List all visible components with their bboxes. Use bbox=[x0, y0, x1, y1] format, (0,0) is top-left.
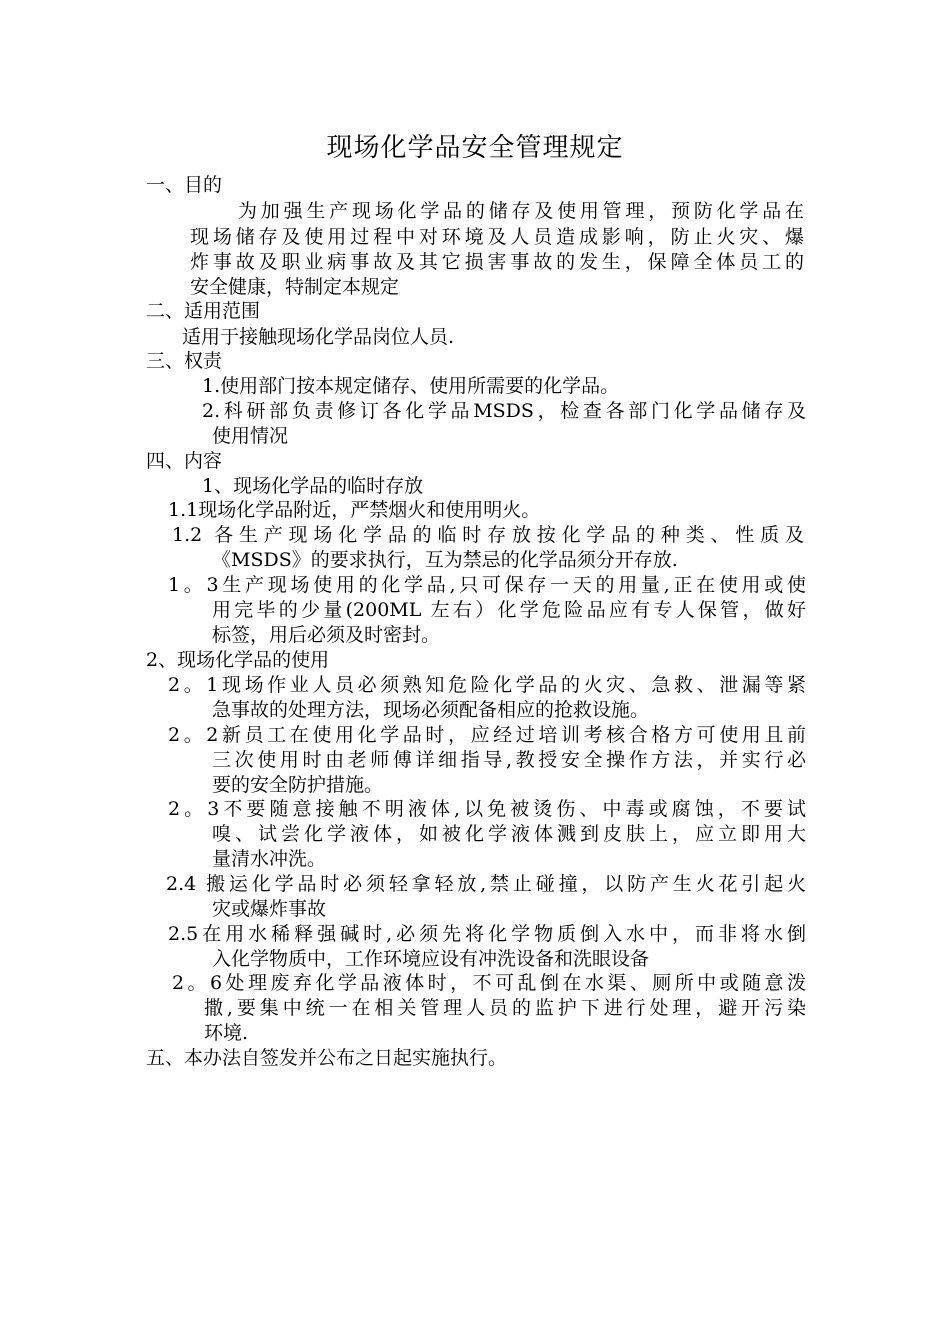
item-2-4-line-2: 灾或爆炸事故 bbox=[212, 898, 327, 920]
section-heading-purpose: 一、目的 bbox=[146, 174, 223, 196]
scope-line: 适用于接触现场化学品岗位人员. bbox=[182, 326, 455, 348]
item-2-6-line-2: 撒,要集中统一在相关管理人员的监护下进行处理，避开污染 bbox=[204, 997, 806, 1019]
item-2-5-line-1: 2.5在用水稀释强碱时,必须先将化学物质倒入水中，而非将水倒 bbox=[168, 923, 806, 945]
item-2-2-line-2: 三次使用时由老师傅详细指导,教授安全操作方法，并实行必 bbox=[212, 749, 806, 771]
item-1-1: 1.1现场化学品附近，严禁烟火和使用明火。 bbox=[168, 499, 541, 521]
responsibility-item-2-line-2: 使用情况 bbox=[212, 425, 289, 447]
subsection-heading-storage: 1、现场化学品的临时存放 bbox=[202, 475, 424, 497]
responsibility-item-2-line-1: 2.科研部负责修订各化学品MSDS，检查各部门化学品储存及 bbox=[202, 400, 806, 422]
item-2-6-line-3: 环境. bbox=[204, 1022, 249, 1044]
item-2-2-line-1: 2。2新员工在使用化学品时，应经过培训考核合格方可使用且前 bbox=[168, 724, 806, 746]
item-1-2-line-2: 《MSDS》的要求执行，互为禁忌的化学品须分开存放. bbox=[212, 549, 678, 571]
purpose-line-1: 为加强生产现场化学品的储存及使用管理，预防化学品在 bbox=[238, 200, 804, 222]
section-heading-scope: 二、适用范围 bbox=[146, 300, 261, 322]
responsibility-item-1: 1.使用部门按本规定储存、使用所需要的化学品。 bbox=[202, 375, 620, 397]
section-effective-date: 五、本办法自签发并公布之日起实施执行。 bbox=[146, 1047, 508, 1069]
subsection-heading-usage: 2、现场化学品的使用 bbox=[146, 649, 330, 671]
document-title: 现场化学品安全管理规定 bbox=[326, 133, 624, 163]
item-1-3-line-1: 1。3生产现场使用的化学品,只可保存一天的用量,正在使用或使 bbox=[168, 574, 806, 596]
item-2-5-line-2: 入化学物质中，工作环境应设有冲洗设备和洗眼设备 bbox=[212, 948, 650, 970]
item-1-3-line-2: 用完毕的少量(200ML 左右）化学危险品应有专人保管，做好 bbox=[212, 599, 806, 621]
item-1-2-line-1: 1.2 各生产现场化学品的临时存放按化学品的种类、性质及 bbox=[172, 524, 804, 546]
purpose-line-3: 炸事故及职业病事故及其它损害事故的发生，保障全体员工的 bbox=[190, 251, 804, 273]
item-2-6-line-1: 2。6处理废弃化学品液体时，不可乱倒在水渠、厕所中或随意泼 bbox=[172, 972, 806, 994]
purpose-line-4: 安全健康，特制定本规定 bbox=[190, 276, 400, 298]
section-heading-responsibility: 三、权责 bbox=[146, 350, 223, 372]
item-2-3-line-2: 嗅、试尝化学液体，如被化学液体溅到皮肤上，应立即用大 bbox=[212, 823, 806, 845]
item-2-1-line-1: 2。1现场作业人员必须熟知危险化学品的火灾、急救、泄漏等紧 bbox=[168, 674, 806, 696]
purpose-line-2: 现场储存及使用过程中对环境及人员造成影响，防止火灾、爆 bbox=[190, 226, 804, 248]
item-2-1-line-2: 急事故的处理方法，现场必须配备相应的抢救设施。 bbox=[212, 699, 650, 721]
item-1-3-line-3: 标签，用后必须及时密封。 bbox=[212, 624, 441, 646]
item-2-4-line-1: 2.4 搬运化学品时必须轻拿轻放,禁止碰撞，以防产生火花引起火 bbox=[166, 873, 806, 895]
item-2-3-line-3: 量清水冲洗。 bbox=[212, 848, 327, 870]
item-2-3-line-1: 2。3不要随意接触不明液体,以免被烫伤、中毒或腐蚀，不要试 bbox=[168, 798, 806, 820]
section-heading-content: 四、内容 bbox=[146, 450, 223, 472]
item-2-2-line-3: 要的安全防护措施。 bbox=[212, 774, 384, 796]
